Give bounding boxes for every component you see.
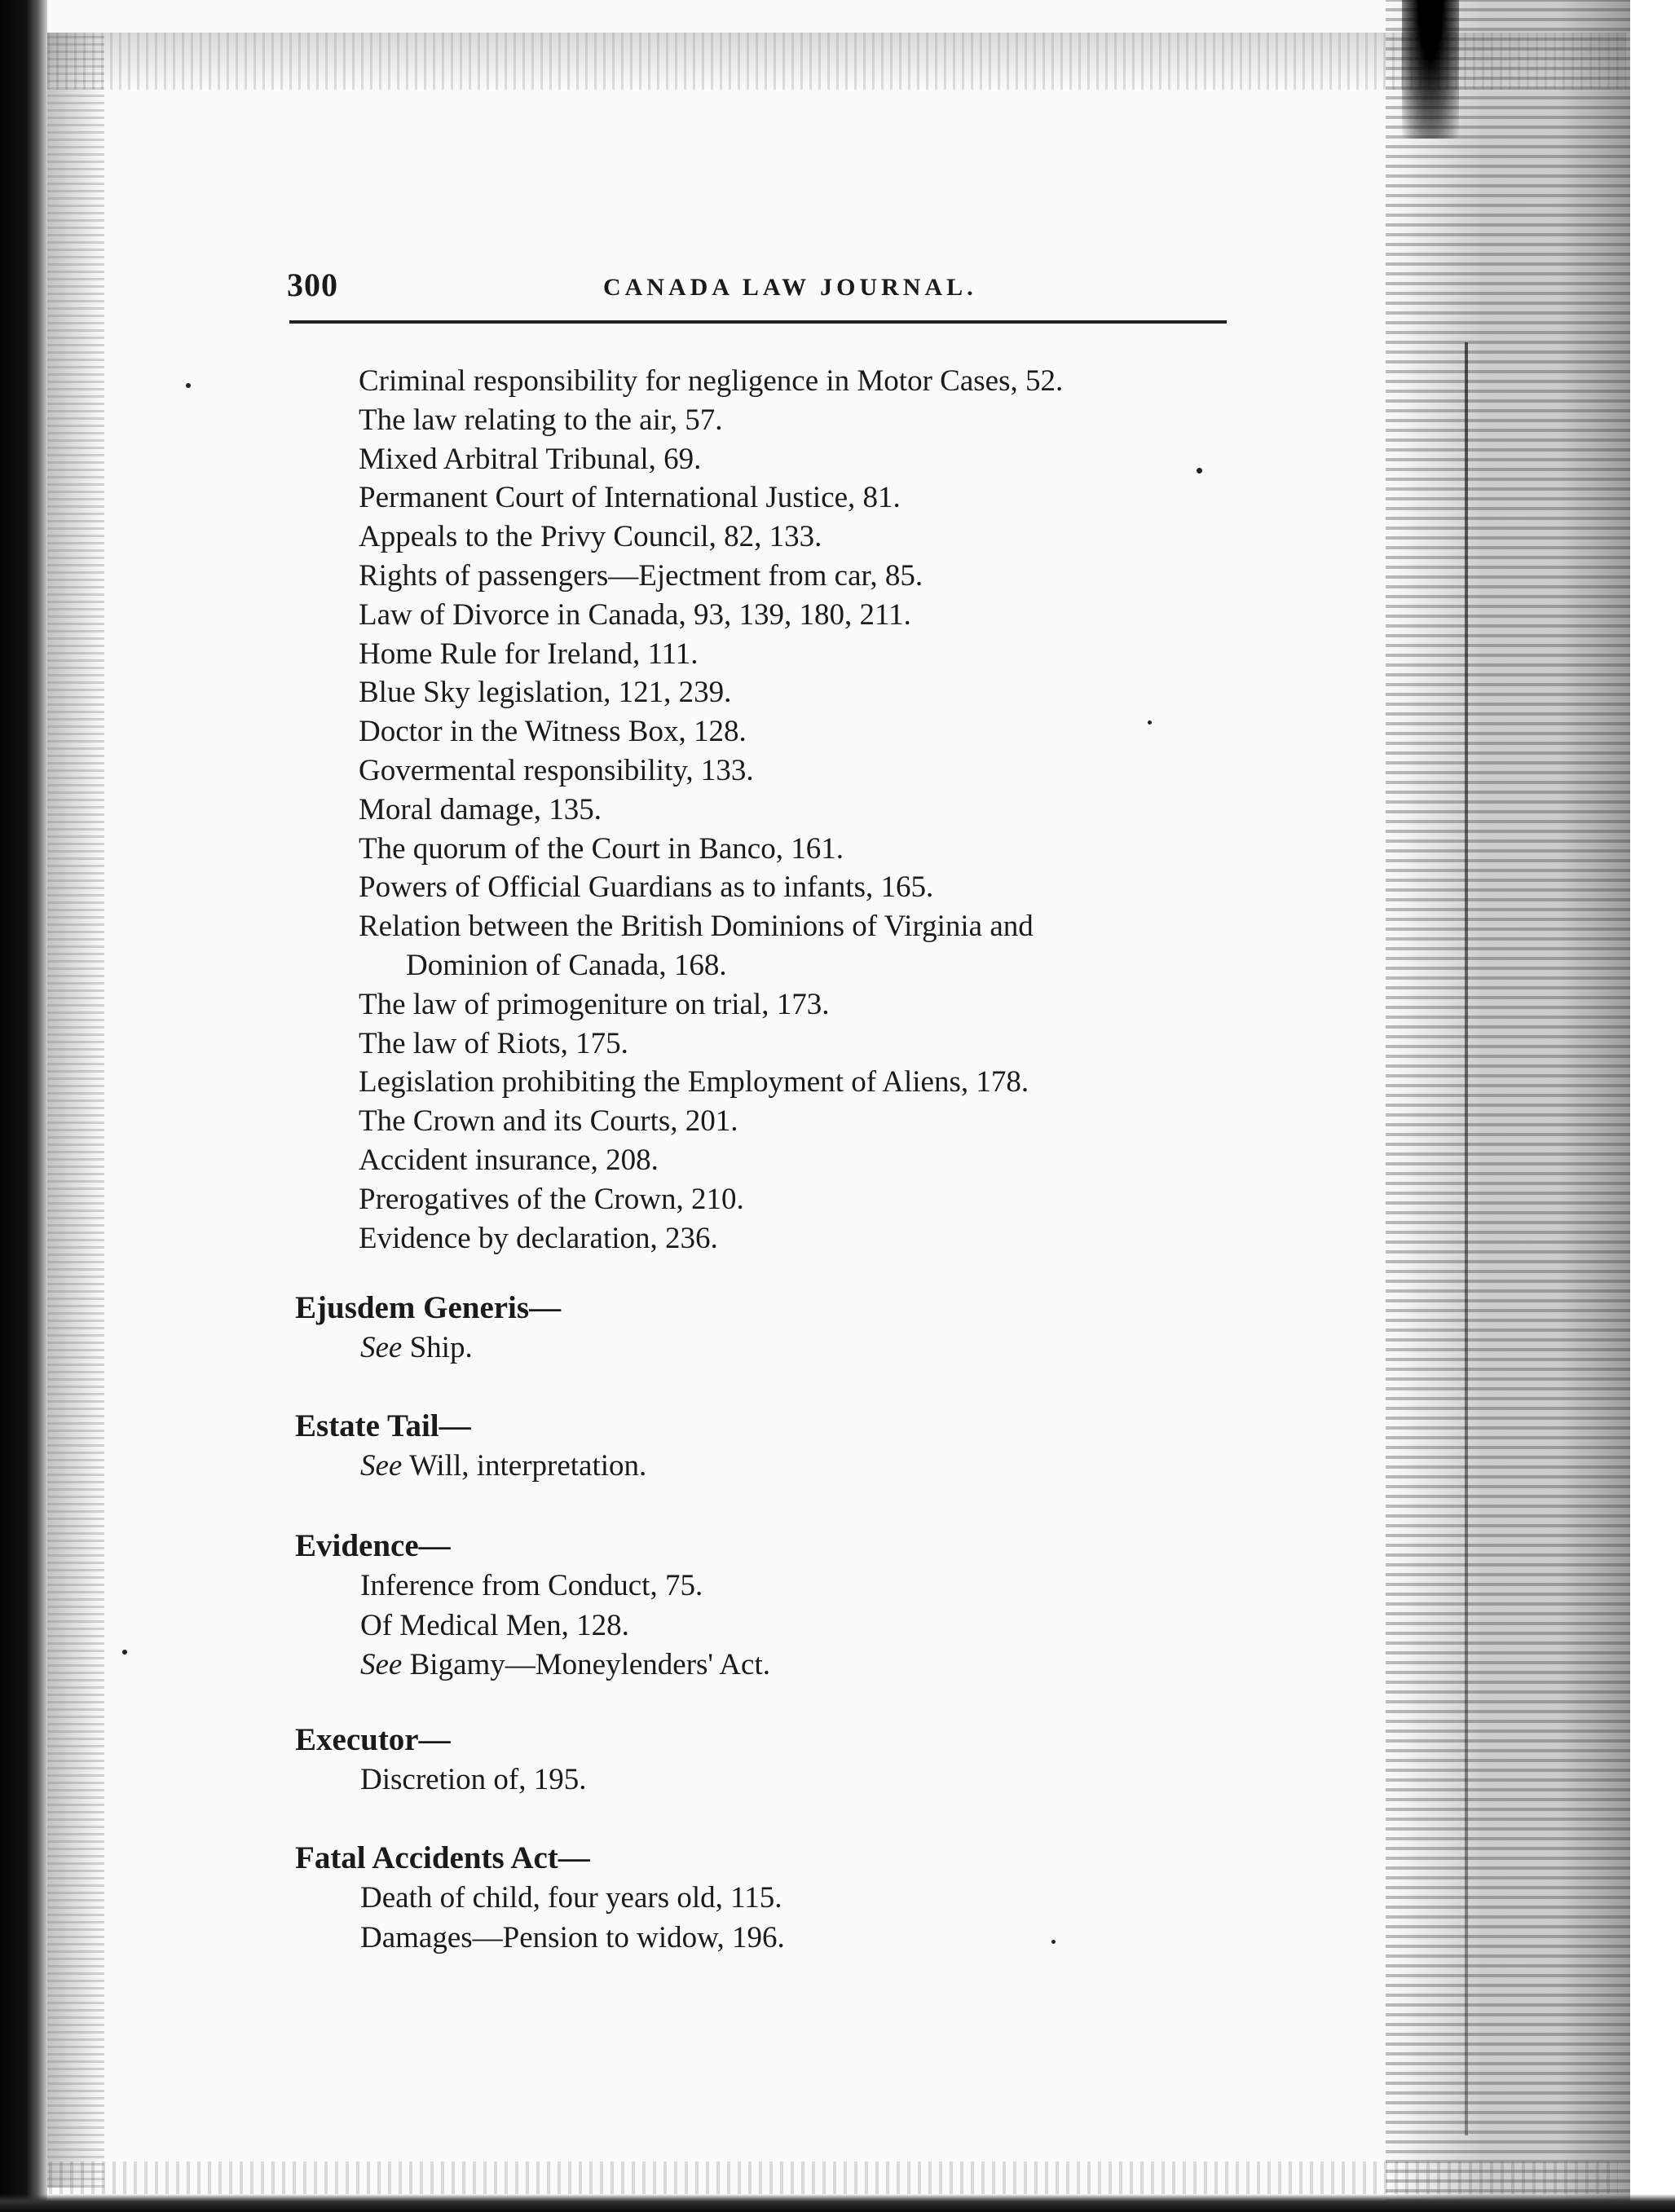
see-reference: See — [360, 1331, 403, 1364]
section-heading: Estate Tail— — [295, 1408, 471, 1443]
list-item: Rights of passengers—Ejectment from car, 85. — [359, 558, 923, 593]
list-item: The Crown and its Courts, 201. — [359, 1104, 738, 1139]
section-entry — [295, 1606, 1273, 1646]
list-item: Criminal responsibility for negligence in Motor Cases, 52. — [359, 364, 1064, 398]
entry-text: Death of child, four years old, 115. — [360, 1881, 782, 1915]
scan-margin-right — [1630, 0, 1675, 2212]
list-item: Prerogatives of the Crown, 210. — [359, 1182, 744, 1216]
index-section-evidence — [295, 1526, 1273, 1685]
list-item: Legislation prohibiting the Employment of Aliens, 178. — [359, 1065, 1029, 1099]
section-entry — [295, 1329, 1273, 1368]
list-item: Moral damage, 135. — [359, 792, 602, 826]
scan-noise-bottom — [49, 2161, 1618, 2194]
gutter-line — [1465, 342, 1468, 2135]
index-section-fatal-accidents-act — [295, 1838, 1273, 1958]
section-entry — [295, 1760, 1273, 1800]
list-item: Evidence by declaration, 236. — [359, 1221, 718, 1255]
list-item: Relation between the British Dominions of Virginia and — [359, 910, 1034, 944]
section-heading: Fatal Accidents Act— — [295, 1840, 590, 1875]
list-item: Doctor in the Witness Box, 128. — [359, 715, 747, 749]
list-item: Appeals to the Privy Council, 82, 133. — [359, 520, 822, 554]
list-item-continuation: Dominion of Canada, 168. — [406, 948, 727, 982]
section-entry — [295, 1646, 1273, 1685]
continued-entry-list — [359, 362, 1320, 1258]
section-entry — [295, 1919, 1273, 1959]
scan-noise-left — [47, 33, 104, 2188]
list-item: The law of Riots, 175. — [359, 1026, 628, 1060]
list-item: The law of primogeniture on trial, 173. — [359, 987, 830, 1021]
list-item: Accident insurance, 208. — [359, 1143, 659, 1177]
entry-text: Damages—Pension to widow, 196. — [360, 1920, 785, 1954]
entry-text: Of Medical Men, 128. — [360, 1608, 629, 1642]
section-entry — [295, 1566, 1273, 1606]
speck — [122, 1650, 127, 1655]
list-item: Home Rule for Ireland, 111. — [359, 637, 699, 671]
entry-text: Inference from Conduct, 75. — [360, 1569, 703, 1602]
entry-text: Will, interpretation. — [402, 1449, 647, 1483]
see-reference: See — [360, 1449, 403, 1483]
speck — [186, 383, 191, 388]
section-heading: Evidence— — [295, 1528, 451, 1563]
see-reference: See — [360, 1648, 403, 1681]
list-item: The quorum of the Court in Banco, 161. — [359, 831, 844, 866]
list-item: Blue Sky legislation, 121, 239. — [359, 676, 732, 710]
scan-edge-bottom — [0, 2194, 1675, 2212]
entry-text: Discretion of, 195. — [360, 1763, 587, 1796]
list-item: Powers of Official Guardians as to infants, 165. — [359, 870, 934, 905]
running-title: CANADA LAW JOURNAL. — [603, 274, 977, 301]
index-section-ejusdem-generis — [295, 1288, 1273, 1368]
gutter-shadow — [1402, 0, 1459, 139]
entry-text: Bigamy—Moneylenders' Act. — [402, 1648, 770, 1681]
section-entry — [295, 1447, 1273, 1487]
book-gutter — [1386, 0, 1630, 2212]
list-item: Law of Divorce in Canada, 93, 139, 180, 211. — [359, 597, 911, 632]
index-section-executor — [295, 1720, 1273, 1800]
section-heading: Executor— — [295, 1722, 451, 1757]
entry-text: Ship. — [402, 1331, 473, 1364]
scan-edge-left — [0, 0, 47, 2212]
list-item: Mixed Arbitral Tribunal, 69. — [359, 442, 702, 476]
list-item: Permanent Court of International Justice, 81. — [359, 481, 901, 515]
section-entry — [295, 1879, 1273, 1919]
list-item: The law relating to the air, 57. — [359, 403, 723, 437]
section-heading: Ejusdem Generis— — [295, 1290, 562, 1325]
list-item: Govermental responsibility, 133. — [359, 753, 754, 787]
index-section-estate-tail — [295, 1406, 1273, 1487]
header-rule — [289, 320, 1227, 324]
page-number: 300 — [287, 267, 338, 303]
